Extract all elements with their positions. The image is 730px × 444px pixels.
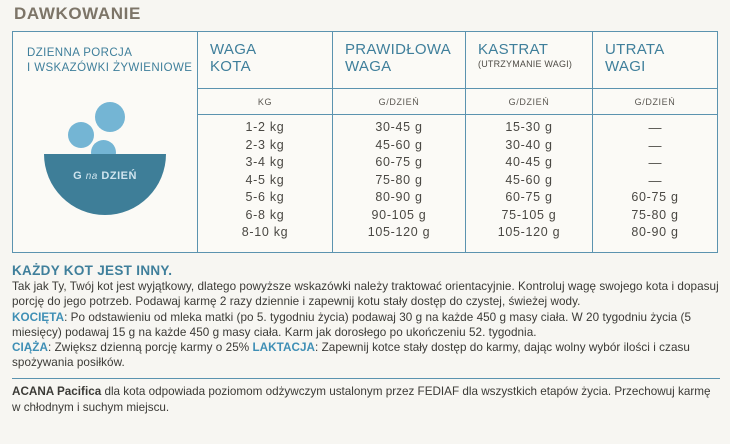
column-heading-line1: PRAWIDŁOWA bbox=[345, 41, 452, 58]
table-cell: 1-2 kg bbox=[245, 120, 285, 134]
kittens-label: KOCIĘTA bbox=[12, 310, 65, 324]
table-cell: 45-60 g bbox=[375, 137, 423, 152]
table-cell: 80-90 g bbox=[631, 225, 679, 239]
table-cell: 60-75 g bbox=[505, 190, 553, 204]
table-column-waga-kota bbox=[198, 32, 333, 252]
table-column-utrata-wagi bbox=[593, 32, 717, 252]
pregnancy-text: : Zwiększ dzienną porcję karmy o 25% bbox=[47, 341, 253, 355]
column-heading bbox=[333, 32, 465, 89]
table-cell: 2-3 kg bbox=[245, 137, 285, 152]
column-values bbox=[333, 115, 465, 252]
table-cell: 30-40 g bbox=[505, 137, 553, 152]
page-title: DAWKOWANIE bbox=[14, 4, 141, 23]
table-cell: — bbox=[648, 120, 662, 135]
table-cell: 60-75 g bbox=[375, 155, 423, 169]
table-cell: 75-105 g bbox=[501, 207, 557, 222]
food-bowl-icon bbox=[35, 100, 175, 220]
column-values bbox=[593, 115, 717, 252]
table-cell: 105-120 g bbox=[497, 225, 561, 239]
column-unit: G/DZIEŃ bbox=[333, 89, 465, 115]
column-values bbox=[466, 115, 592, 252]
column-heading-line2: WAGI bbox=[605, 58, 646, 75]
info-column-heading bbox=[13, 32, 197, 92]
info-column-body bbox=[13, 92, 197, 252]
column-unit: G/DZIEŃ bbox=[466, 89, 592, 115]
footer-text: dla kota odpowiada poziomom odżywczym ustalonym przez FEDIAF dla wszystkich etapów życia. Przechowuj karmę w chłodnym i suchym miejscu. bbox=[12, 385, 711, 414]
column-heading-line2: WAGA bbox=[345, 58, 392, 75]
notes-intro-paragraph: Tak jak Ty, Twój kot jest wyjątkowy, dlatego powyższe wskazówki należy traktować orientacyjnie. Kontroluj wagę swojego kota i dopasuj porcję do jego potrzeb. Podawaj karmę 2 razy dziennie i zapewnij kotu stały dostęp do czystej, świeżej wody. bbox=[12, 280, 719, 309]
lactation-label: LAKTACJA bbox=[252, 341, 315, 355]
column-heading-line1: UTRATA bbox=[605, 41, 665, 58]
table-column-kastrat bbox=[466, 32, 593, 252]
column-heading bbox=[198, 32, 332, 89]
table-cell: 3-4 kg bbox=[245, 155, 285, 169]
column-unit: KG bbox=[198, 89, 332, 115]
table-cell: 6-8 kg bbox=[245, 207, 285, 222]
table-cell: — bbox=[648, 137, 662, 153]
column-heading-subnote: (UTRZYMANIE WAGI) bbox=[478, 59, 573, 69]
notes-section bbox=[12, 262, 720, 415]
table-cell: 45-60 g bbox=[505, 172, 553, 187]
lactation-text: : Zapewnij kotce stały dostęp do karmy, dając wolny wybór ilości i czasu spożywania posiłków. bbox=[12, 341, 690, 370]
info-heading-line2: I WSKAZÓWKI ŻYWIENIOWE bbox=[27, 62, 193, 74]
bowl-shape bbox=[44, 154, 166, 215]
notes-heading: KAŻDY KOT JEST INNY. bbox=[12, 263, 173, 278]
table-cell: 40-45 g bbox=[505, 155, 553, 169]
table-cell: 5-6 kg bbox=[245, 190, 285, 204]
pregnancy-label: CIĄŻA bbox=[12, 341, 48, 355]
bowl-label bbox=[44, 170, 166, 182]
table-cell: 90-105 g bbox=[371, 207, 427, 222]
column-heading bbox=[593, 32, 717, 89]
footer-paragraph bbox=[12, 384, 720, 415]
footer-divider bbox=[12, 378, 720, 380]
bowl-label-g: G bbox=[73, 170, 83, 182]
kittens-text: : Po odstawieniu od mleka matki (po 5. tygodniu życia) podawaj 30 g na każde 450 g masy ciała. W 20 tygodniu życia (5 miesięcy) podawaj 15 g na każde 450 g masy ciała. Karm jak dorosłego po ukończeniu 52. tygodnia. bbox=[12, 310, 691, 339]
table-cell: 8-10 kg bbox=[241, 225, 289, 239]
column-heading-line1: KASTRAT bbox=[478, 41, 549, 58]
dosage-table bbox=[12, 31, 718, 253]
kibble-bubble-icon bbox=[95, 102, 125, 132]
table-cell: 60-75 g bbox=[631, 190, 679, 204]
table-column-prawidlowa-waga bbox=[333, 32, 466, 252]
table-cell: 15-30 g bbox=[505, 120, 553, 134]
footer-brand: ACANA Pacifica bbox=[12, 385, 102, 399]
table-cell: 105-120 g bbox=[367, 225, 431, 239]
table-cell: — bbox=[648, 155, 662, 170]
table-cell: 80-90 g bbox=[375, 190, 423, 204]
table-cell: 30-45 g bbox=[375, 120, 423, 134]
column-heading bbox=[466, 32, 592, 89]
table-cell: 4-5 kg bbox=[245, 172, 285, 187]
bowl-label-na: na bbox=[85, 171, 98, 182]
column-heading-line1: WAGA bbox=[210, 41, 257, 58]
column-unit: G/DZIEŃ bbox=[593, 89, 717, 115]
table-cell: — bbox=[648, 172, 662, 188]
notes-kittens-paragraph bbox=[12, 310, 720, 341]
info-heading-line1: DZIENNA PORCJA bbox=[27, 47, 133, 59]
column-values bbox=[198, 115, 332, 252]
kibble-bubble-icon bbox=[68, 122, 94, 148]
notes-pregnancy-lactation-paragraph bbox=[12, 340, 720, 371]
table-cell: 75-80 g bbox=[631, 207, 679, 222]
table-cell: 75-80 g bbox=[375, 172, 423, 187]
bowl-label-dzien: DZIEŃ bbox=[101, 170, 137, 182]
column-heading-line2: KOTA bbox=[210, 58, 251, 75]
table-column-info bbox=[13, 32, 198, 252]
